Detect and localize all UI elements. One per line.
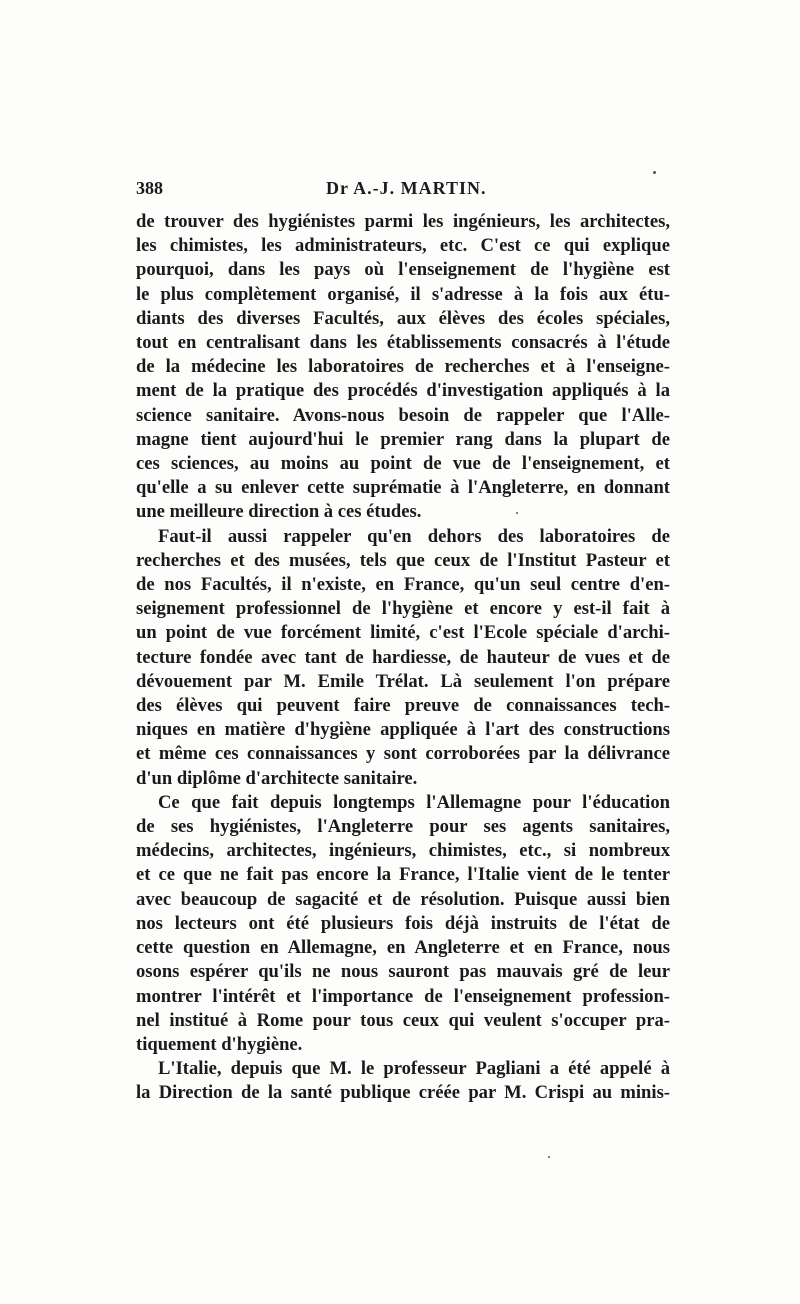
text-line: la Direction de la santé publique créée par M. Crispi au minis- [136, 1082, 670, 1104]
paragraph [136, 791, 670, 1057]
text-line: L'Italie, depuis que M. le professeur Pagliani a été appelé à [158, 1058, 670, 1080]
paragraph [136, 525, 670, 791]
text-line: médecins, architectes, ingénieurs, chimistes, etc., si nombreux [136, 840, 670, 862]
paragraph [136, 1057, 670, 1105]
text-line: nos lecteurs ont été plusieurs fois déjà instruits de l'état de [136, 912, 670, 934]
text-line: Ce que fait depuis longtemps l'Allemagne pour l'éducation [158, 791, 670, 813]
text-line: de trouver des hygiénistes parmi les ingénieurs, les architectes, [136, 211, 670, 232]
text-line: un point de vue forcément limité, c'est l'Ecole spéciale d'archi- [136, 622, 670, 644]
text-line: seignement professionnel de l'hygiène et encore y est-il fait à [136, 598, 670, 620]
text-line: qu'elle a su enlever cette suprématie à l'Angleterre, en donnant [136, 477, 670, 499]
text-line: d'un diplôme d'architecte sanitaire. [136, 767, 418, 789]
body-text [136, 210, 670, 1106]
text-line: tecture fondée avec tant de hardiesse, de hauteur de vues et de [136, 646, 670, 668]
text-line: les chimistes, les administrateurs, etc. C'est ce qui explique [136, 235, 670, 257]
text-line: montrer l'intérêt et l'importance de l'enseignement profession- [136, 985, 670, 1007]
text-line: dévouement par M. Emile Trélat. Là seulement l'on prépare [136, 670, 670, 692]
text-line: des élèves qui peuvent faire preuve de connaissances tech- [136, 695, 670, 717]
text-line: tout en centralisant dans les établissements consacrés à l'étude [136, 332, 670, 354]
text-line: tiquement d'hygiène. [136, 1033, 303, 1055]
text-line: une meilleure direction à ces études. [136, 501, 422, 523]
text-line: ment de la pratique des procédés d'investigation appliqués à la [136, 380, 670, 402]
page-header [136, 178, 668, 206]
text-line: et ce que ne fait pas encore la France, l'Italie vient de le tenter [136, 864, 670, 886]
text-line: osons espérer qu'ils ne nous sauront pas mauvais gré de leur [136, 961, 670, 983]
text-line: diants des diverses Facultés, aux élèves des écoles spéciales, [136, 307, 670, 329]
text-line: de la médecine les laboratoires de recherches et à l'enseigne- [136, 356, 670, 378]
text-line: de nos Facultés, il n'existe, en France, qu'un seul centre d'en- [136, 574, 670, 596]
text-line: pourquoi, dans les pays où l'enseignement de l'hygiène est [136, 259, 670, 281]
text-line: et même ces connaissances y sont corroborées par la délivrance [136, 743, 670, 765]
text-line: de ses hygiénistes, l'Angleterre pour ses agents sanitaires, [136, 816, 670, 838]
print-speck [548, 1156, 550, 1158]
text-line: cette question en Allemagne, en Angleterre et en France, nous [136, 937, 670, 959]
text-line: niques en matière d'hygiène appliquée à l'art des constructions [136, 719, 670, 741]
text-line: nel institué à Rome pour tous ceux qui veulent s'occuper pra- [136, 1009, 670, 1031]
running-title: Dr A.-J. MARTIN. [326, 178, 487, 198]
page-number: 388 [136, 178, 163, 198]
text-line: ces sciences, au moins au point de vue de l'enseignement, et [136, 453, 670, 475]
text-line: le plus complètement organisé, il s'adresse à la fois aux étu- [136, 283, 670, 305]
paragraph [136, 210, 670, 525]
text-line: science sanitaire. Avons-nous besoin de rappeler que l'Alle- [136, 404, 670, 426]
text-line: magne tient aujourd'hui le premier rang dans la plupart de [136, 428, 670, 450]
print-speck [653, 171, 656, 174]
text-line: Faut-il aussi rappeler qu'en dehors des laboratoires de [158, 525, 670, 547]
text-line: recherches et des musées, tels que ceux de l'Institut Pasteur et [136, 549, 670, 571]
text-line: avec beaucoup de sagacité et de résolution. Puisque aussi bien [136, 888, 670, 910]
